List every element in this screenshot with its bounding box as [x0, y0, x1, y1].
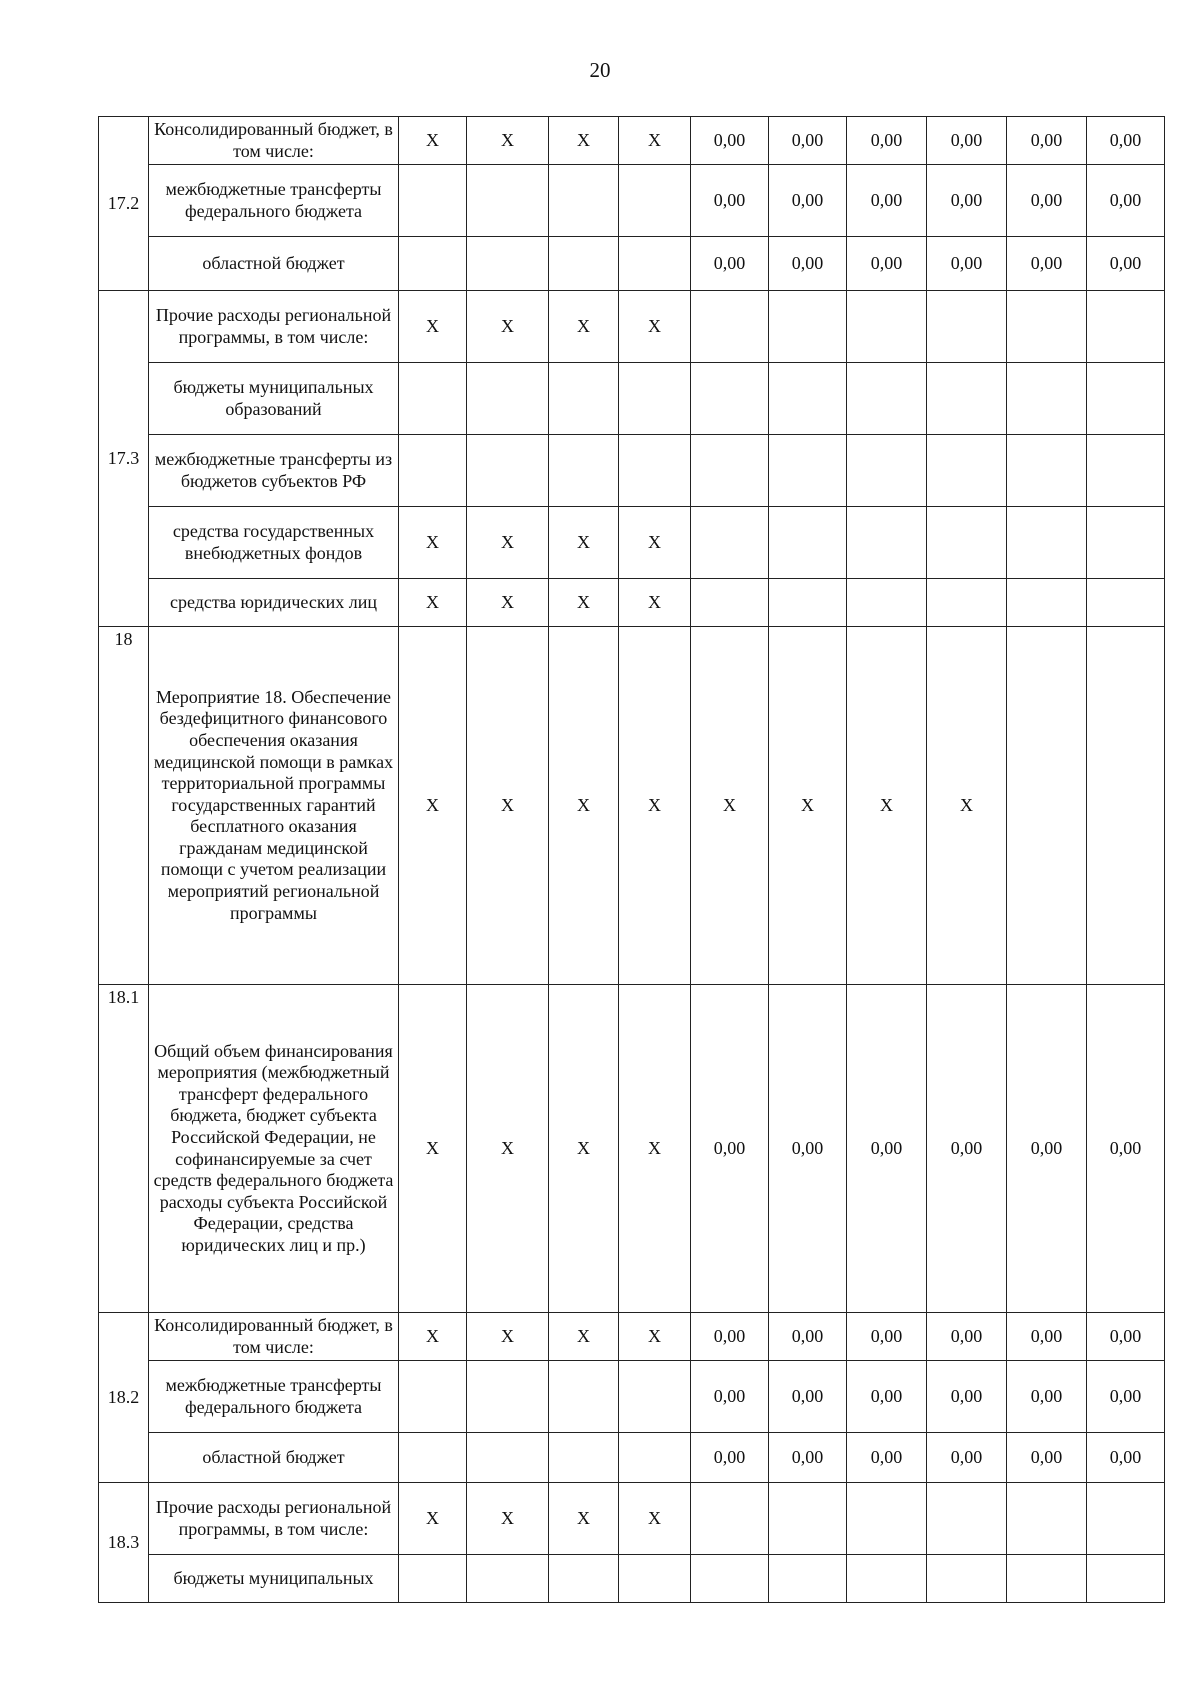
value-cell: [1087, 579, 1165, 627]
table-row: [99, 165, 1165, 237]
value-cell: [927, 363, 1007, 435]
value-cell: [619, 363, 691, 435]
value-cell: [467, 1555, 549, 1603]
row-name-cell: средства государственных внебюджетных фондов: [149, 507, 399, 579]
value-cell: [1007, 435, 1087, 507]
table-row: [99, 507, 1165, 579]
value-cell: X: [467, 117, 549, 165]
page-number: 20: [589, 58, 611, 82]
row-name-cell: межбюджетные трансферты федерального бюджета: [149, 1361, 399, 1433]
row-name-cell: областной бюджет: [149, 1433, 399, 1483]
value-cell: 0,00: [769, 985, 847, 1313]
value-cell: 0,00: [847, 237, 927, 291]
value-cell: [1087, 1555, 1165, 1603]
value-cell: [1087, 1483, 1165, 1555]
value-cell: [619, 1555, 691, 1603]
value-cell: [549, 435, 619, 507]
value-cell: [467, 165, 549, 237]
row-name-cell: Консолидированный бюджет, в том числе:: [149, 1313, 399, 1361]
value-cell: 0,00: [1007, 985, 1087, 1313]
value-cell: [927, 507, 1007, 579]
row-name-cell: бюджеты муниципальных: [149, 1555, 399, 1603]
value-cell: [619, 165, 691, 237]
value-cell: [1087, 291, 1165, 363]
row-name-cell: областной бюджет: [149, 237, 399, 291]
value-cell: [847, 435, 927, 507]
table-row: [99, 237, 1165, 291]
value-cell: X: [927, 627, 1007, 985]
value-cell: 0,00: [1087, 1313, 1165, 1361]
value-cell: 0,00: [1007, 1313, 1087, 1361]
value-cell: X: [847, 627, 927, 985]
table-row: [99, 627, 1165, 985]
value-cell: X: [467, 1313, 549, 1361]
value-cell: 0,00: [1087, 165, 1165, 237]
value-cell: X: [549, 507, 619, 579]
value-cell: [467, 363, 549, 435]
value-cell: 0,00: [847, 165, 927, 237]
value-cell: X: [467, 627, 549, 985]
row-name-cell: межбюджетные трансферты федерального бюджета: [149, 165, 399, 237]
row-number-cell: 17.2: [99, 117, 149, 291]
row-name-cell: бюджеты муниципальных образований: [149, 363, 399, 435]
value-cell: [1007, 627, 1087, 985]
value-cell: X: [467, 1483, 549, 1555]
row-number-cell: 18: [99, 627, 149, 985]
value-cell: [549, 1433, 619, 1483]
value-cell: X: [619, 507, 691, 579]
table-row: [99, 985, 1165, 1313]
value-cell: [847, 1483, 927, 1555]
row-name-cell: средства юридических лиц: [149, 579, 399, 627]
row-number-cell: 18.1: [99, 985, 149, 1313]
value-cell: X: [399, 117, 467, 165]
value-cell: 0,00: [769, 165, 847, 237]
value-cell: 0,00: [927, 1313, 1007, 1361]
value-cell: X: [549, 291, 619, 363]
value-cell: [1087, 627, 1165, 985]
value-cell: 0,00: [769, 1313, 847, 1361]
value-cell: 0,00: [1007, 1361, 1087, 1433]
value-cell: [847, 579, 927, 627]
value-cell: X: [467, 291, 549, 363]
value-cell: [847, 507, 927, 579]
value-cell: 0,00: [847, 985, 927, 1313]
value-cell: 0,00: [691, 1433, 769, 1483]
budget-table: [98, 116, 1165, 1603]
value-cell: X: [549, 627, 619, 985]
value-cell: [399, 363, 467, 435]
value-cell: [1007, 1483, 1087, 1555]
value-cell: [619, 1361, 691, 1433]
value-cell: 0,00: [691, 1313, 769, 1361]
value-cell: X: [399, 985, 467, 1313]
table-row: [99, 291, 1165, 363]
table-row: [99, 1313, 1165, 1361]
value-cell: X: [619, 579, 691, 627]
table-row: [99, 579, 1165, 627]
value-cell: [549, 237, 619, 291]
value-cell: X: [399, 291, 467, 363]
value-cell: [399, 237, 467, 291]
row-name-cell: Консолидированный бюджет, в том числе:: [149, 117, 399, 165]
row-number-cell: 18.2: [99, 1313, 149, 1483]
value-cell: [691, 291, 769, 363]
value-cell: [467, 237, 549, 291]
table-row: [99, 1361, 1165, 1433]
value-cell: [549, 363, 619, 435]
value-cell: 0,00: [1087, 1433, 1165, 1483]
value-cell: 0,00: [847, 1361, 927, 1433]
value-cell: [927, 435, 1007, 507]
value-cell: [769, 435, 847, 507]
value-cell: [399, 1555, 467, 1603]
value-cell: [691, 363, 769, 435]
value-cell: [1087, 363, 1165, 435]
value-cell: [549, 1361, 619, 1433]
value-cell: 0,00: [691, 985, 769, 1313]
value-cell: 0,00: [1007, 117, 1087, 165]
value-cell: [769, 291, 847, 363]
value-cell: [847, 363, 927, 435]
table-row: [99, 435, 1165, 507]
value-cell: [1007, 579, 1087, 627]
table-row: [99, 1483, 1165, 1555]
value-cell: [769, 1555, 847, 1603]
value-cell: 0,00: [1087, 985, 1165, 1313]
value-cell: 0,00: [847, 1313, 927, 1361]
value-cell: X: [769, 627, 847, 985]
row-number-cell: 18.3: [99, 1483, 149, 1603]
value-cell: X: [549, 1483, 619, 1555]
value-cell: X: [619, 627, 691, 985]
value-cell: X: [467, 579, 549, 627]
value-cell: [847, 291, 927, 363]
value-cell: [1007, 507, 1087, 579]
value-cell: 0,00: [927, 237, 1007, 291]
value-cell: X: [619, 1483, 691, 1555]
value-cell: [1007, 363, 1087, 435]
value-cell: 0,00: [691, 165, 769, 237]
value-cell: 0,00: [1007, 237, 1087, 291]
row-name-cell: межбюджетные трансферты из бюджетов субъектов РФ: [149, 435, 399, 507]
value-cell: [769, 363, 847, 435]
value-cell: X: [691, 627, 769, 985]
value-cell: 0,00: [769, 237, 847, 291]
value-cell: [549, 165, 619, 237]
value-cell: [927, 1555, 1007, 1603]
value-cell: [927, 579, 1007, 627]
value-cell: 0,00: [847, 117, 927, 165]
value-cell: 0,00: [769, 1433, 847, 1483]
value-cell: 0,00: [691, 117, 769, 165]
value-cell: [691, 507, 769, 579]
value-cell: 0,00: [1087, 117, 1165, 165]
value-cell: 0,00: [691, 237, 769, 291]
row-name-cell: Прочие расходы региональной программы, в том числе:: [149, 291, 399, 363]
value-cell: X: [619, 291, 691, 363]
row-name-cell: Прочие расходы региональной программы, в том числе:: [149, 1483, 399, 1555]
value-cell: 0,00: [1007, 1433, 1087, 1483]
value-cell: [927, 1483, 1007, 1555]
value-cell: [769, 1483, 847, 1555]
value-cell: [1007, 1555, 1087, 1603]
value-cell: [847, 1555, 927, 1603]
value-cell: X: [549, 1313, 619, 1361]
value-cell: X: [399, 507, 467, 579]
table-row: [99, 363, 1165, 435]
value-cell: 0,00: [927, 985, 1007, 1313]
value-cell: 0,00: [769, 117, 847, 165]
value-cell: [691, 1555, 769, 1603]
value-cell: 0,00: [847, 1433, 927, 1483]
value-cell: 0,00: [927, 1433, 1007, 1483]
value-cell: [467, 435, 549, 507]
value-cell: X: [399, 1313, 467, 1361]
row-name-cell: Мероприятие 18. Обеспечение бездефицитного финансового обеспечения оказания медицинской помощи в рамках территориальной программы государственных гарантий бесплатного оказания гражданам медицинской помощи с учетом реализации мероприятий региональной программы: [149, 627, 399, 985]
value-cell: X: [399, 579, 467, 627]
value-cell: X: [549, 579, 619, 627]
value-cell: 0,00: [1007, 165, 1087, 237]
value-cell: X: [467, 507, 549, 579]
value-cell: 0,00: [927, 1361, 1007, 1433]
value-cell: [691, 435, 769, 507]
row-name-cell: Общий объем финансирования мероприятия (межбюджетный трансферт федерального бюджета, бюджет субъекта Российской Федерации, не софинансируемые за счет средств федерального бюджета расходы субъекта Российской Федерации, средства юридических лиц и пр.): [149, 985, 399, 1313]
row-number-cell: 17.3: [99, 291, 149, 627]
value-cell: [691, 1483, 769, 1555]
value-cell: [399, 1433, 467, 1483]
value-cell: [1087, 435, 1165, 507]
value-cell: [399, 435, 467, 507]
value-cell: [467, 1433, 549, 1483]
value-cell: [619, 237, 691, 291]
value-cell: X: [619, 117, 691, 165]
value-cell: [769, 507, 847, 579]
value-cell: [1007, 291, 1087, 363]
value-cell: X: [549, 985, 619, 1313]
value-cell: [769, 579, 847, 627]
value-cell: [467, 1361, 549, 1433]
value-cell: 0,00: [769, 1361, 847, 1433]
value-cell: [927, 291, 1007, 363]
value-cell: X: [399, 1483, 467, 1555]
value-cell: 0,00: [1087, 237, 1165, 291]
value-cell: 0,00: [691, 1361, 769, 1433]
value-cell: [399, 1361, 467, 1433]
table-row: [99, 1555, 1165, 1603]
value-cell: [691, 579, 769, 627]
value-cell: X: [619, 985, 691, 1313]
table-row: [99, 117, 1165, 165]
value-cell: 0,00: [927, 165, 1007, 237]
value-cell: [619, 435, 691, 507]
value-cell: X: [467, 985, 549, 1313]
value-cell: X: [549, 117, 619, 165]
value-cell: 0,00: [1087, 1361, 1165, 1433]
value-cell: 0,00: [927, 117, 1007, 165]
value-cell: [399, 165, 467, 237]
value-cell: [549, 1555, 619, 1603]
table-row: [99, 1433, 1165, 1483]
value-cell: X: [399, 627, 467, 985]
value-cell: [619, 1433, 691, 1483]
value-cell: [1087, 507, 1165, 579]
value-cell: X: [619, 1313, 691, 1361]
